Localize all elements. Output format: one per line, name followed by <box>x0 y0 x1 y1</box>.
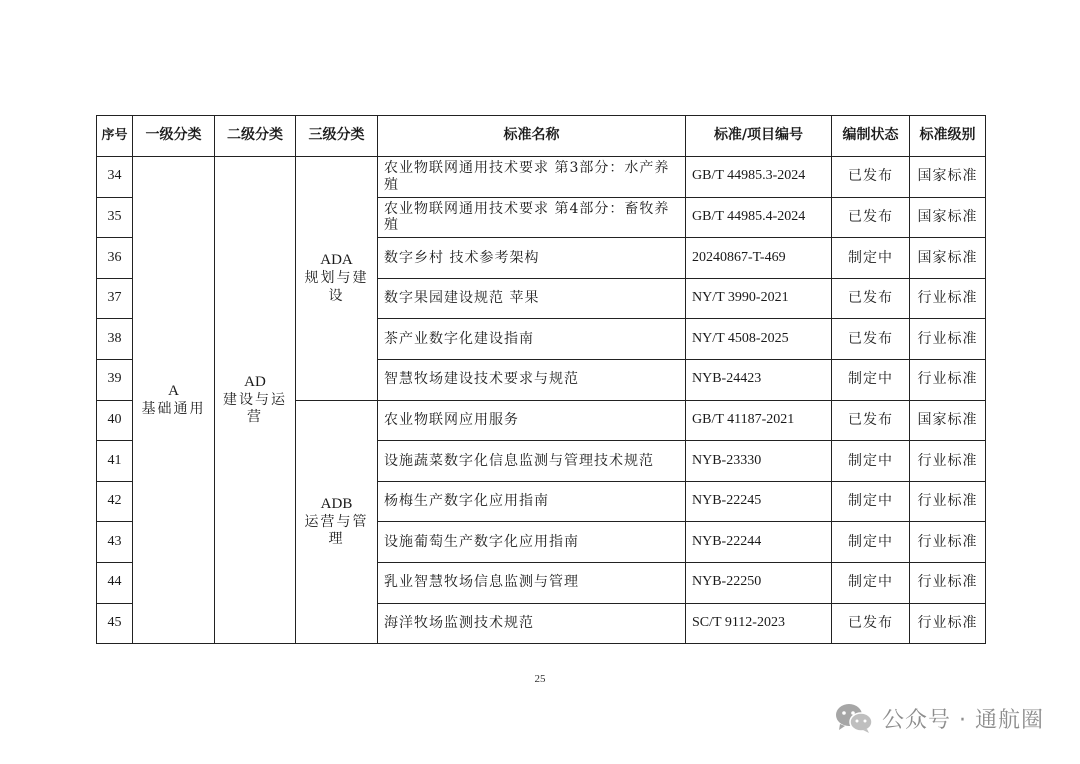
row-level: 行业标准 <box>910 319 986 360</box>
header-status: 编制状态 <box>832 116 910 157</box>
level2-name: 建设与运营 <box>223 391 287 426</box>
row-status: 制定中 <box>832 441 910 482</box>
table-row <box>97 157 986 198</box>
row-status: 已发布 <box>832 278 910 319</box>
watermark-text: 公众号 · 通航圈 <box>882 707 1044 733</box>
row-status: 已发布 <box>832 157 910 198</box>
row-name: 农业物联网应用服务 <box>378 400 686 441</box>
row-name: 海洋牧场监测技术规范 <box>378 603 686 644</box>
row-name: 设施蔬菜数字化信息监测与管理技术规范 <box>378 441 686 482</box>
row-status: 制定中 <box>832 562 910 603</box>
row-code: NYB-22245 <box>686 481 832 522</box>
row-name: 智慧牧场建设技术要求与规范 <box>378 359 686 400</box>
row-level: 行业标准 <box>910 562 986 603</box>
watermark <box>834 702 1044 734</box>
row-name: 乳业智慧牧场信息监测与管理 <box>378 562 686 603</box>
row-name: 数字乡村 技术参考架构 <box>378 238 686 279</box>
row-code: NYB-24423 <box>686 359 832 400</box>
level2-category-cell <box>215 157 296 644</box>
table-header-row <box>97 116 986 157</box>
header-level3: 三级分类 <box>296 116 378 157</box>
row-name: 农业物联网通用技术要求 第4部分：畜牧养殖 <box>378 197 686 238</box>
row-seq: 38 <box>97 319 133 360</box>
row-level: 行业标准 <box>910 278 986 319</box>
row-seq: 42 <box>97 481 133 522</box>
level3-code: ADB <box>320 495 353 512</box>
level2-code: AD <box>244 374 266 391</box>
header-level2: 二级分类 <box>215 116 296 157</box>
row-level: 国家标准 <box>910 238 986 279</box>
row-code: SC/T 9112-2023 <box>686 603 832 644</box>
row-seq: 41 <box>97 441 133 482</box>
level1-name: 基础通用 <box>141 400 206 417</box>
header-level1: 一级分类 <box>133 116 215 157</box>
row-code: GB/T 41187-2021 <box>686 400 832 441</box>
header-level: 标准级别 <box>910 116 986 157</box>
row-code: NYB-23330 <box>686 441 832 482</box>
row-level: 行业标准 <box>910 481 986 522</box>
wechat-icon <box>834 702 874 734</box>
row-code: NY/T 4508-2025 <box>686 319 832 360</box>
header-code: 标准/项目编号 <box>686 116 832 157</box>
row-code: GB/T 44985.3-2024 <box>686 157 832 198</box>
row-name: 农业物联网通用技术要求 第3部分：水产养殖 <box>378 157 686 198</box>
row-seq: 36 <box>97 238 133 279</box>
row-seq: 43 <box>97 522 133 563</box>
level1-code: A <box>168 382 179 399</box>
row-level: 行业标准 <box>910 522 986 563</box>
page-number: 25 <box>534 673 546 685</box>
header-name: 标准名称 <box>378 116 686 157</box>
level3-name: 运营与管理 <box>304 513 369 548</box>
row-status: 已发布 <box>832 400 910 441</box>
row-seq: 40 <box>97 400 133 441</box>
row-level: 国家标准 <box>910 157 986 198</box>
row-status: 制定中 <box>832 481 910 522</box>
row-seq: 34 <box>97 157 133 198</box>
level3-code: ADA <box>320 252 353 269</box>
row-code: NY/T 3990-2021 <box>686 278 832 319</box>
row-status: 制定中 <box>832 522 910 563</box>
row-seq: 44 <box>97 562 133 603</box>
row-seq: 45 <box>97 603 133 644</box>
row-code: NYB-22244 <box>686 522 832 563</box>
header-seq: 序号 <box>97 116 133 157</box>
row-status: 制定中 <box>832 359 910 400</box>
row-level: 行业标准 <box>910 441 986 482</box>
row-seq: 37 <box>97 278 133 319</box>
row-status: 已发布 <box>832 319 910 360</box>
row-code: GB/T 44985.4-2024 <box>686 197 832 238</box>
row-level: 国家标准 <box>910 400 986 441</box>
standards-table <box>96 115 986 644</box>
row-code: 20240867-T-469 <box>686 238 832 279</box>
row-status: 已发布 <box>832 197 910 238</box>
row-seq: 39 <box>97 359 133 400</box>
level3-category-cell-adb <box>296 400 378 644</box>
row-level: 国家标准 <box>910 197 986 238</box>
row-name: 数字果园建设规范 苹果 <box>378 278 686 319</box>
row-status: 制定中 <box>832 238 910 279</box>
row-name: 杨梅生产数字化应用指南 <box>378 481 686 522</box>
row-name: 设施葡萄生产数字化应用指南 <box>378 522 686 563</box>
level3-name: 规划与建设 <box>304 270 369 304</box>
level1-category-cell <box>133 157 215 644</box>
row-seq: 35 <box>97 197 133 238</box>
row-name: 茶产业数字化建设指南 <box>378 319 686 360</box>
row-level: 行业标准 <box>910 359 986 400</box>
level3-category-cell-ada <box>296 157 378 401</box>
row-status: 已发布 <box>832 603 910 644</box>
row-code: NYB-22250 <box>686 562 832 603</box>
row-level: 行业标准 <box>910 603 986 644</box>
